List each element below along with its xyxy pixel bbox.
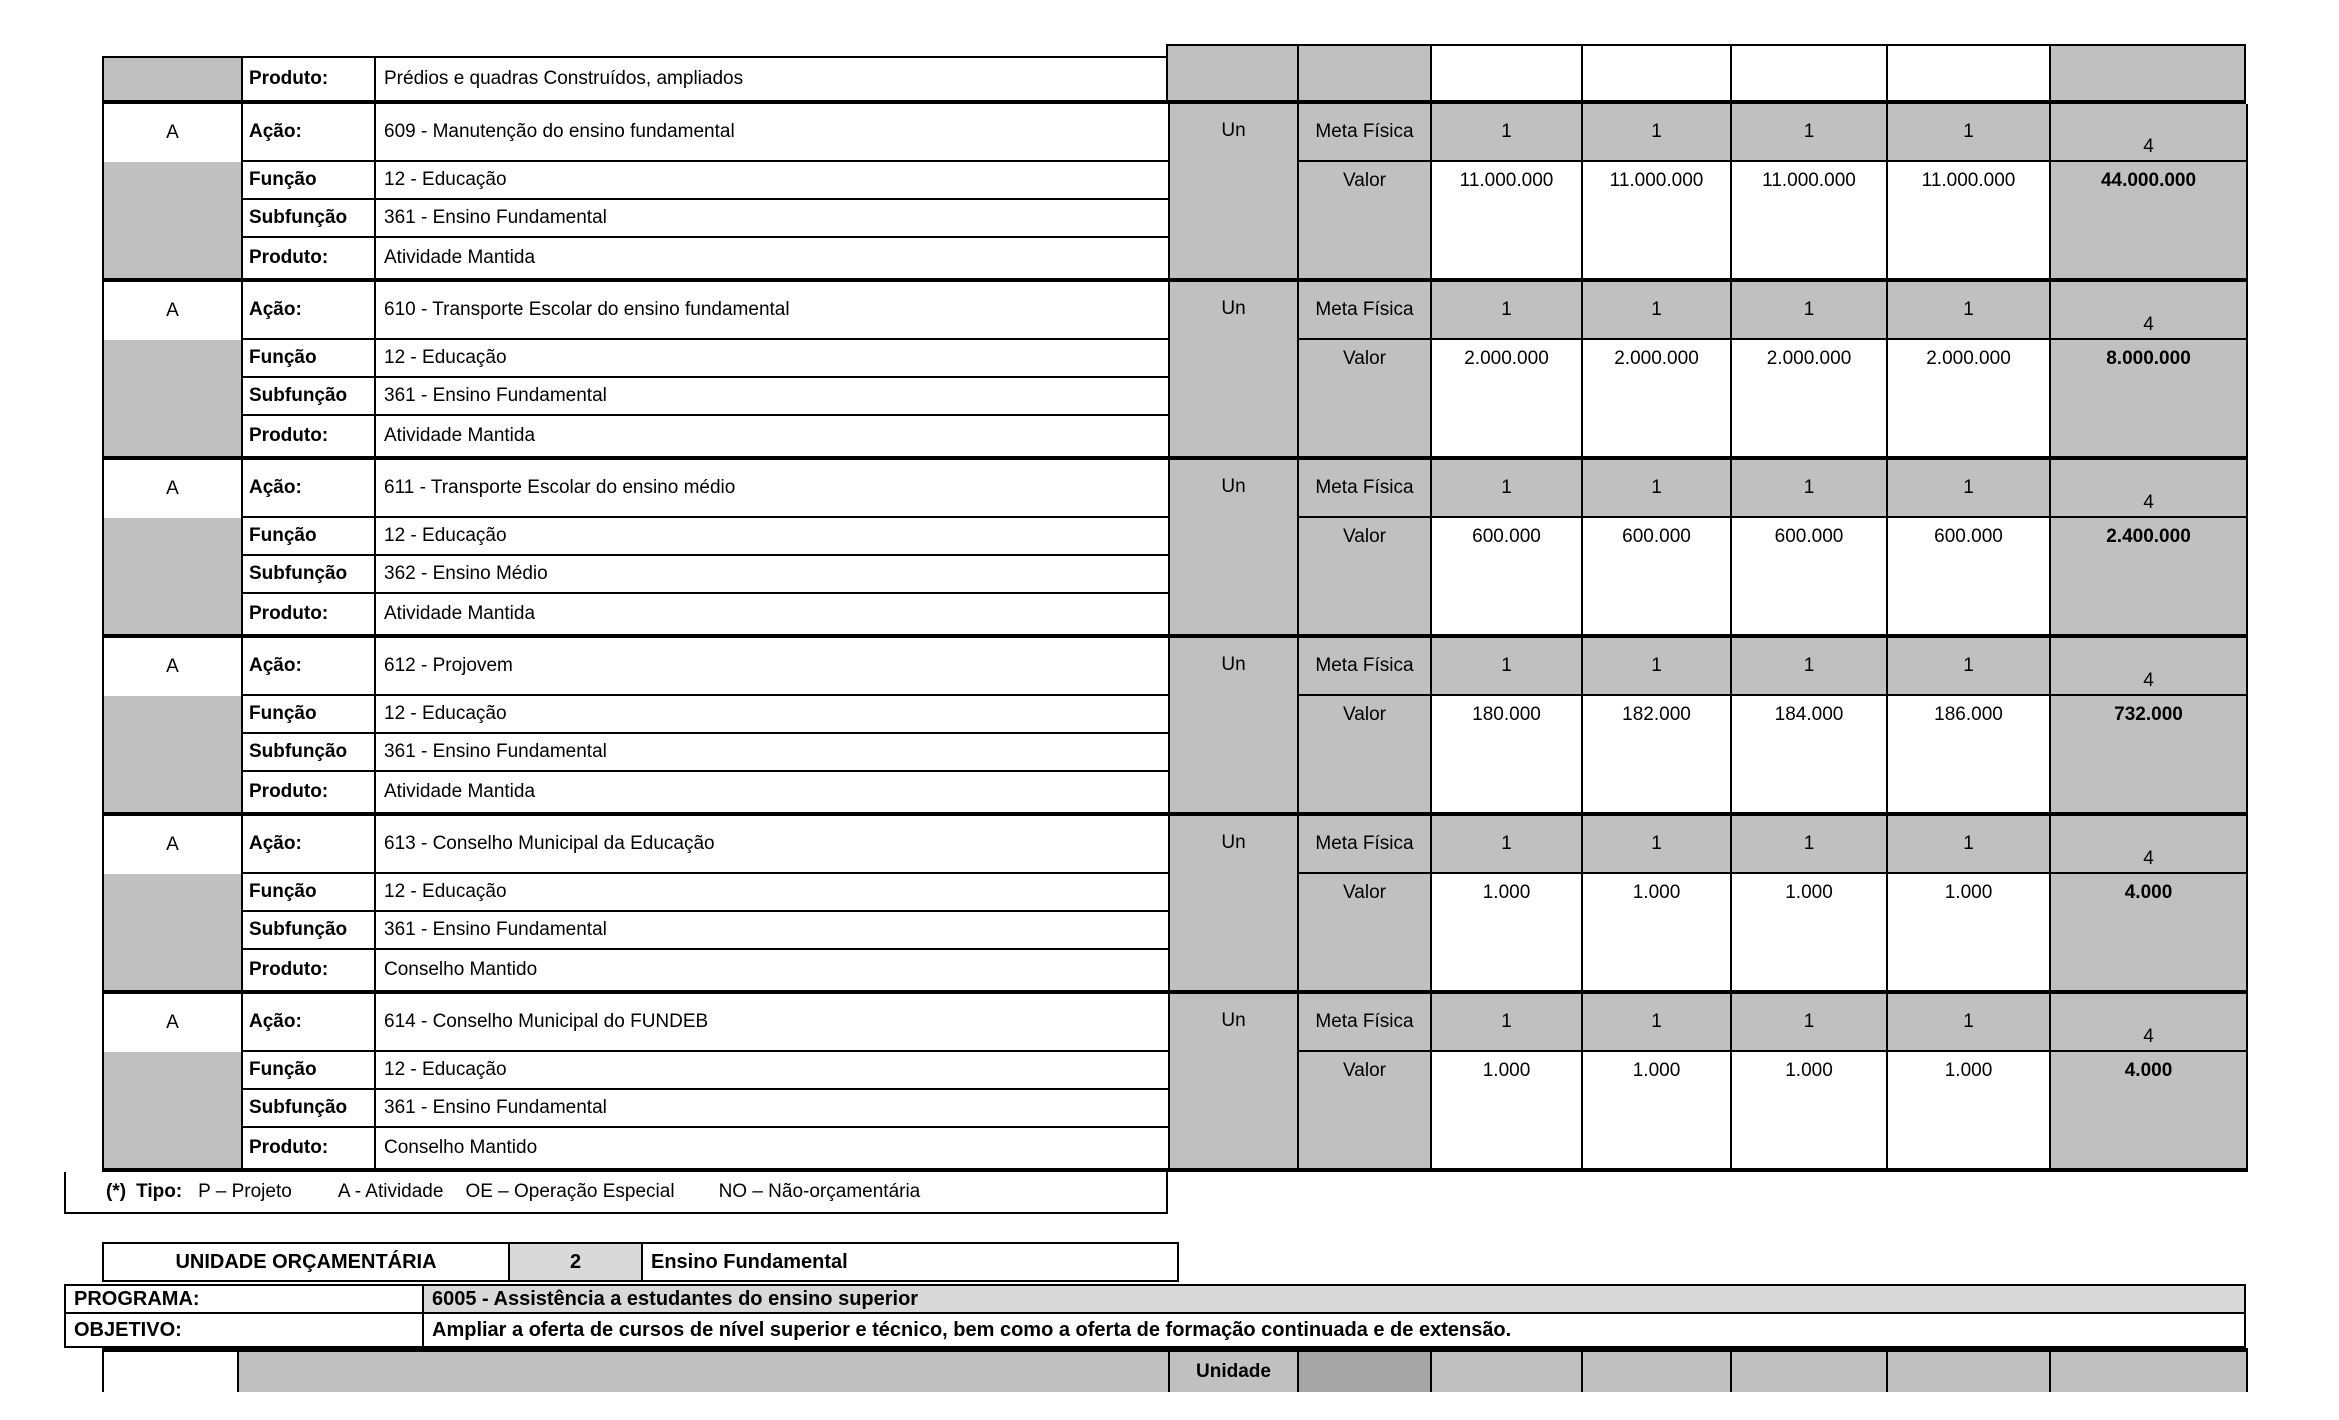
next-table-acao-col <box>237 1352 1168 1392</box>
subfuncao-value: 361 - Ensino Fundamental <box>374 734 1168 772</box>
produto-value: Prédios e quadras Construídos, ampliados <box>374 58 1168 100</box>
unidade-orcamentaria-code: 2 <box>508 1244 641 1280</box>
valor-year2: 600.000 <box>1581 518 1730 634</box>
meta-fisica-label: Meta Física <box>1297 994 1430 1052</box>
meta-total: 4 <box>2049 994 2246 1052</box>
programa-row <box>64 1284 2246 1314</box>
subfuncao-label: Subfunção <box>241 1090 374 1128</box>
produto-label: Produto: <box>241 1128 374 1168</box>
next-table-year3-col <box>1730 1352 1886 1392</box>
action-tipo: A <box>166 478 179 499</box>
produto-label: Produto: <box>241 772 374 812</box>
un-col-cell <box>1168 46 1297 100</box>
meta-year1: 1 <box>1430 104 1581 162</box>
produto-value: Atividade Mantida <box>374 416 1168 456</box>
objetivo-row <box>64 1314 2246 1348</box>
valor-year2: 11.000.000 <box>1581 162 1730 278</box>
year4-cell <box>1886 46 2049 100</box>
meta-fisica-label: Meta Física <box>1297 282 1430 340</box>
tipo-legend-operacao-especial: OE – Operação Especial <box>465 1181 675 1202</box>
action-block <box>102 460 2248 638</box>
valor-year3: 11.000.000 <box>1730 162 1886 278</box>
next-table-year4-col <box>1886 1352 2049 1392</box>
valor-label: Valor <box>1297 162 1430 278</box>
funcao-value: 12 - Educação <box>374 340 1168 378</box>
subfuncao-value: 362 - Ensino Médio <box>374 556 1168 594</box>
valor-year1: 2.000.000 <box>1430 340 1581 456</box>
next-table-year1-col <box>1430 1352 1581 1392</box>
produto-value: Atividade Mantida <box>374 772 1168 812</box>
valor-year3: 2.000.000 <box>1730 340 1886 456</box>
subfuncao-value: 361 - Ensino Fundamental <box>374 912 1168 950</box>
tipo-col-gray-cell <box>104 340 241 456</box>
valor-year1: 11.000.000 <box>1430 162 1581 278</box>
acao-label: Ação: <box>241 282 374 340</box>
acao-title: 611 - Transporte Escolar do ensino médio <box>374 460 1168 518</box>
tipo-col-gray-cell <box>104 1052 241 1168</box>
meta-total: 4 <box>2049 638 2246 696</box>
next-table-meta-col <box>1297 1352 1430 1392</box>
meta-year1: 1 <box>1430 638 1581 696</box>
subfuncao-value: 361 - Ensino Fundamental <box>374 378 1168 416</box>
action-block <box>102 104 2248 282</box>
year1-cell <box>1430 46 1581 100</box>
produto-label: Produto: <box>241 416 374 456</box>
valor-year2: 182.000 <box>1581 696 1730 812</box>
action-tipo: A <box>166 834 179 855</box>
meta-year3: 1 <box>1730 460 1886 518</box>
produto-value: Conselho Mantido <box>374 1128 1168 1168</box>
next-table-unidade-header: Unidade <box>1168 1352 1297 1392</box>
meta-fisica-label: Meta Física <box>1297 104 1430 162</box>
valor-col-cell <box>1297 46 1430 100</box>
produto-label: Produto: <box>241 58 374 100</box>
tipo-legend-projeto: P – Projeto <box>198 1181 292 1202</box>
subfuncao-label: Subfunção <box>241 200 374 238</box>
acao-label: Ação: <box>241 460 374 518</box>
action-tipo: A <box>166 300 179 321</box>
valor-year4: 2.000.000 <box>1886 340 2049 456</box>
meta-year1: 1 <box>1430 816 1581 874</box>
acao-title: 612 - Projovem <box>374 638 1168 696</box>
valor-total: 4.000 <box>2049 1052 2246 1168</box>
valor-total: 732.000 <box>2049 696 2246 812</box>
top-partial-value-cells <box>1166 44 2246 104</box>
valor-year3: 1.000 <box>1730 1052 1886 1168</box>
meta-year4: 1 <box>1886 460 2049 518</box>
valor-total: 8.000.000 <box>2049 340 2246 456</box>
subfuncao-value: 361 - Ensino Fundamental <box>374 1090 1168 1128</box>
meta-year2: 1 <box>1581 816 1730 874</box>
next-table-year2-col <box>1581 1352 1730 1392</box>
unit-value: Un <box>1168 994 1297 1168</box>
meta-year4: 1 <box>1886 816 2049 874</box>
valor-year1: 180.000 <box>1430 696 1581 812</box>
acao-label: Ação: <box>241 638 374 696</box>
valor-label: Valor <box>1297 696 1430 812</box>
acao-label: Ação: <box>241 816 374 874</box>
valor-year4: 600.000 <box>1886 518 2049 634</box>
subfuncao-label: Subfunção <box>241 556 374 594</box>
valor-year3: 600.000 <box>1730 518 1886 634</box>
meta-total: 4 <box>2049 816 2246 874</box>
meta-total: 4 <box>2049 104 2246 162</box>
produto-label: Produto: <box>241 950 374 990</box>
valor-year4: 11.000.000 <box>1886 162 2049 278</box>
acao-label: Ação: <box>241 994 374 1052</box>
meta-year2: 1 <box>1581 282 1730 340</box>
action-block <box>102 638 2248 816</box>
meta-year2: 1 <box>1581 460 1730 518</box>
next-table-header-row <box>102 1348 2248 1392</box>
meta-fisica-label: Meta Física <box>1297 460 1430 518</box>
action-blocks <box>102 104 2248 1172</box>
tipo-col-gray-cell <box>104 58 241 100</box>
meta-year2: 1 <box>1581 638 1730 696</box>
tipo-col-gray-cell <box>104 518 241 634</box>
meta-year1: 1 <box>1430 994 1581 1052</box>
meta-year1: 1 <box>1430 282 1581 340</box>
meta-year3: 1 <box>1730 816 1886 874</box>
funcao-label: Função <box>241 340 374 378</box>
unit-value: Un <box>1168 460 1297 634</box>
meta-year3: 1 <box>1730 282 1886 340</box>
action-tipo: A <box>166 1012 179 1033</box>
objetivo-value: Ampliar a oferta de cursos de nível superior e técnico, bem como a oferta de formação continuada e de extensão. <box>422 1314 2244 1346</box>
objetivo-label: OBJETIVO: <box>74 1318 182 1341</box>
produto-value: Atividade Mantida <box>374 594 1168 634</box>
valor-year2: 1.000 <box>1581 874 1730 990</box>
funcao-value: 12 - Educação <box>374 162 1168 200</box>
funcao-value: 12 - Educação <box>374 874 1168 912</box>
meta-year3: 1 <box>1730 104 1886 162</box>
meta-fisica-label: Meta Física <box>1297 816 1430 874</box>
valor-total: 4.000 <box>2049 874 2246 990</box>
funcao-label: Função <box>241 1052 374 1090</box>
produto-label: Produto: <box>241 594 374 634</box>
unidade-orcamentaria-row <box>102 1242 1179 1282</box>
meta-year1: 1 <box>1430 460 1581 518</box>
next-table-total-col <box>2049 1352 2246 1392</box>
unit-value: Un <box>1168 104 1297 278</box>
valor-label: Valor <box>1297 1052 1430 1168</box>
meta-total: 4 <box>2049 460 2246 518</box>
valor-label: Valor <box>1297 874 1430 990</box>
action-block <box>102 816 2248 994</box>
unit-value: Un <box>1168 816 1297 990</box>
funcao-label: Função <box>241 162 374 200</box>
produto-value: Atividade Mantida <box>374 238 1168 278</box>
funcao-value: 12 - Educação <box>374 1052 1168 1090</box>
valor-label: Valor <box>1297 340 1430 456</box>
unidade-orcamentaria-name: Ensino Fundamental <box>641 1244 1177 1280</box>
funcao-label: Função <box>241 874 374 912</box>
valor-year4: 1.000 <box>1886 1052 2049 1168</box>
valor-year2: 1.000 <box>1581 1052 1730 1168</box>
valor-year2: 2.000.000 <box>1581 340 1730 456</box>
valor-year1: 600.000 <box>1430 518 1581 634</box>
meta-year3: 1 <box>1730 994 1886 1052</box>
action-block <box>102 282 2248 460</box>
acao-title: 609 - Manutenção do ensino fundamental <box>374 104 1168 162</box>
unit-value: Un <box>1168 282 1297 456</box>
meta-year2: 1 <box>1581 104 1730 162</box>
action-tipo: A <box>166 656 179 677</box>
meta-fisica-label: Meta Física <box>1297 638 1430 696</box>
year2-cell <box>1581 46 1730 100</box>
valor-year1: 1.000 <box>1430 1052 1581 1168</box>
meta-year3: 1 <box>1730 638 1886 696</box>
tipo-legend-prefix: (*) <box>106 1181 127 1202</box>
funcao-value: 12 - Educação <box>374 696 1168 734</box>
tipo-legend-label: Tipo: <box>136 1181 183 1202</box>
valor-label: Valor <box>1297 518 1430 634</box>
tipo-legend-nao-orcamentaria: NO – Não-orçamentária <box>718 1181 921 1202</box>
acao-label: Ação: <box>241 104 374 162</box>
valor-year4: 186.000 <box>1886 696 2049 812</box>
meta-year4: 1 <box>1886 638 2049 696</box>
funcao-label: Função <box>241 696 374 734</box>
tipo-col-gray-cell <box>104 874 241 990</box>
valor-year3: 1.000 <box>1730 874 1886 990</box>
produto-value: Conselho Mantido <box>374 950 1168 990</box>
tipo-legend-atividade: A - Atividade <box>337 1181 444 1202</box>
meta-year4: 1 <box>1886 282 2049 340</box>
meta-year4: 1 <box>1886 994 2049 1052</box>
produto-label: Produto: <box>241 238 374 278</box>
acao-title: 614 - Conselho Municipal do FUNDEB <box>374 994 1168 1052</box>
acao-title: 610 - Transporte Escolar do ensino fundamental <box>374 282 1168 340</box>
meta-year2: 1 <box>1581 994 1730 1052</box>
unit-value: Un <box>1168 638 1297 812</box>
programa-label: PROGRAMA: <box>74 1287 200 1310</box>
unidade-orcamentaria-label: UNIDADE ORÇAMENTÁRIA <box>175 1250 437 1273</box>
meta-total: 4 <box>2049 282 2246 340</box>
action-tipo: A <box>166 122 179 143</box>
programa-value: 6005 - Assistência a estudantes do ensino superior <box>422 1286 2244 1312</box>
funcao-value: 12 - Educação <box>374 518 1168 556</box>
year3-cell <box>1730 46 1886 100</box>
subfuncao-value: 361 - Ensino Fundamental <box>374 200 1168 238</box>
tipo-col-gray-cell <box>104 696 241 812</box>
valor-year4: 1.000 <box>1886 874 2049 990</box>
top-partial-produto-row <box>102 56 1168 104</box>
next-table-tipo-col <box>104 1352 237 1392</box>
action-block <box>102 994 2248 1172</box>
subfuncao-label: Subfunção <box>241 912 374 950</box>
tipo-col-gray-cell <box>104 162 241 278</box>
valor-year3: 184.000 <box>1730 696 1886 812</box>
meta-year4: 1 <box>1886 104 2049 162</box>
valor-total: 44.000.000 <box>2049 162 2246 278</box>
subfuncao-label: Subfunção <box>241 378 374 416</box>
funcao-label: Função <box>241 518 374 556</box>
tipo-legend <box>64 1172 1168 1214</box>
valor-year1: 1.000 <box>1430 874 1581 990</box>
acao-title: 613 - Conselho Municipal da Educação <box>374 816 1168 874</box>
total-col-cell <box>2049 46 2244 100</box>
valor-total: 2.400.000 <box>2049 518 2246 634</box>
subfuncao-label: Subfunção <box>241 734 374 772</box>
